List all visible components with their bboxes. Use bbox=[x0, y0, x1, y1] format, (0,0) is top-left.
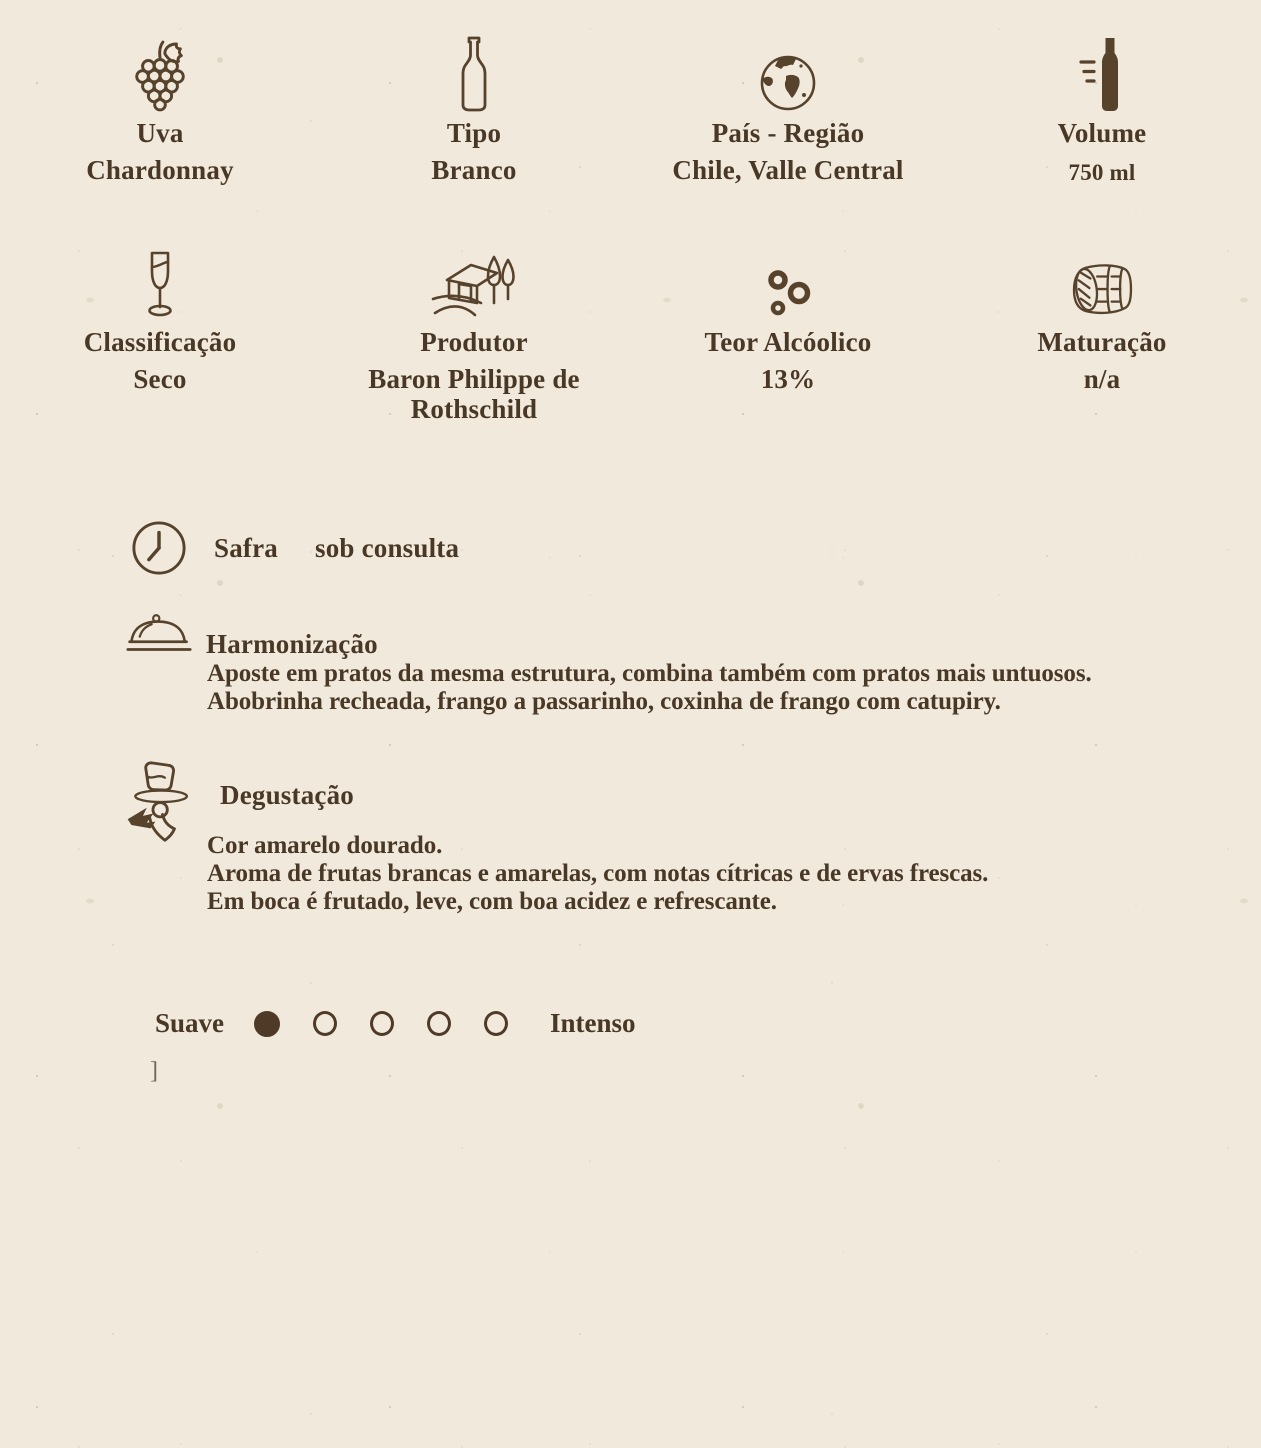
glass-icon bbox=[138, 253, 182, 319]
degustacao-text bbox=[207, 832, 988, 916]
intensity-left-label: Suave bbox=[155, 1008, 225, 1038]
attribute-value: Chardonnay bbox=[86, 155, 234, 185]
attribute-label: Classificação bbox=[83, 327, 237, 357]
stray-bracket-glyph: ] bbox=[150, 1058, 158, 1084]
intensity-scale bbox=[155, 1008, 636, 1039]
attribute-value: n/a bbox=[1083, 364, 1121, 394]
attribute-label: Uva bbox=[136, 118, 184, 148]
degustacao-line: Aroma de frutas brancas e amarelas, com notas cítricas e de ervas frescas. bbox=[207, 860, 989, 887]
attributes-row-2 bbox=[3, 253, 1261, 424]
harmonizacao-section bbox=[126, 613, 378, 659]
harmonizacao-line: Abobrinha recheada, frango a passarinho, coxinha de frango com catupiry. bbox=[207, 688, 1001, 715]
attribute-value: Branco bbox=[431, 155, 517, 185]
attribute-label: Tipo bbox=[446, 118, 502, 148]
attribute-produtor bbox=[317, 253, 631, 424]
grapes-icon bbox=[128, 38, 192, 112]
intensity-right-label: Intenso bbox=[550, 1008, 636, 1038]
attribute-label: Volume bbox=[1057, 118, 1147, 148]
harmonizacao-text bbox=[207, 660, 1092, 716]
attribute-maturacao bbox=[945, 253, 1259, 424]
attribute-value: Seco bbox=[133, 364, 187, 394]
bottle-icon bbox=[453, 38, 495, 112]
intensity-dots bbox=[254, 1011, 508, 1037]
safra-value: sob consulta bbox=[315, 532, 460, 563]
attribute-value: 13% bbox=[760, 364, 816, 394]
intensity-dot-5 bbox=[484, 1011, 508, 1036]
bubbles-icon bbox=[763, 253, 813, 319]
attribute-value: 750 ml bbox=[1068, 160, 1136, 185]
clock-icon bbox=[131, 520, 187, 576]
attribute-value: Chile, Valle Central bbox=[672, 155, 904, 185]
attribute-label: Produtor bbox=[420, 327, 528, 357]
attribute-label: País - Região bbox=[711, 118, 865, 148]
attribute-pais-regiao bbox=[631, 38, 945, 188]
attribute-teor-alcoolico bbox=[631, 253, 945, 424]
attribute-value: Baron Philippe de Rothschild bbox=[368, 364, 580, 424]
farm-icon bbox=[431, 253, 517, 319]
intensity-dot-3 bbox=[370, 1011, 394, 1036]
attribute-label: Teor Alcóolico bbox=[704, 327, 872, 357]
globe-icon bbox=[759, 38, 817, 112]
degustacao-label: Degustação bbox=[220, 779, 354, 810]
cloche-icon bbox=[126, 613, 192, 653]
attributes-row-1 bbox=[3, 38, 1261, 188]
volume-icon bbox=[1079, 38, 1125, 112]
safra-section bbox=[131, 520, 459, 576]
attribute-volume bbox=[945, 38, 1259, 188]
degustacao-line: Cor amarelo dourado. bbox=[207, 832, 443, 859]
harmonizacao-line: Aposte em pratos da mesma estrutura, combina também com pratos mais untuosos. bbox=[207, 660, 1092, 687]
sommelier-icon bbox=[120, 760, 206, 846]
barrel-icon bbox=[1071, 253, 1133, 319]
intensity-dot-1 bbox=[254, 1011, 280, 1037]
attribute-classificacao bbox=[3, 253, 317, 424]
attribute-uva bbox=[3, 38, 317, 188]
intensity-dot-2 bbox=[313, 1011, 337, 1036]
harmonizacao-label: Harmonização bbox=[206, 629, 378, 659]
safra-label: Safra bbox=[214, 532, 278, 563]
degustacao-line: Em boca é frutado, leve, com boa acidez e refrescante. bbox=[207, 888, 777, 915]
attribute-tipo bbox=[317, 38, 631, 188]
attribute-label: Maturação bbox=[1037, 327, 1167, 357]
intensity-dot-4 bbox=[427, 1011, 451, 1036]
